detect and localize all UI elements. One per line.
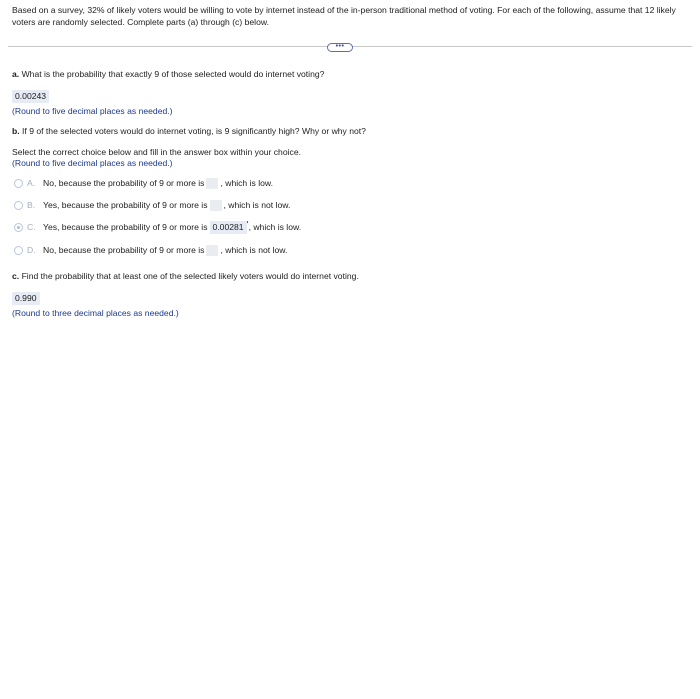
part-c-question (12, 271, 359, 281)
choice-b-blank[interactable] (210, 200, 222, 211)
choice-b[interactable] (14, 198, 290, 212)
problem-intro: Based on a survey, 32% of likely voters would be willing to vote by internet instead of the in-person traditional method of voting. For each of the following, assume that 12 likely voters are randomly selected. Complete parts (a) through (c) below. (12, 5, 676, 27)
part-a-text: What is the probability that exactly 9 of those selected would do internet voting? (21, 69, 325, 79)
choice-d-text: No, because the probability of 9 or more is (43, 245, 205, 255)
choice-c-letter: C. (27, 222, 36, 232)
part-a-question (12, 69, 324, 79)
choice-c-after: , which is low. (248, 222, 302, 232)
part-b-hint: (Round to five decimal places as needed.) (12, 158, 173, 168)
choice-d-letter: D. (27, 245, 36, 255)
part-c-letter: c. (12, 271, 20, 281)
choice-a[interactable] (14, 176, 273, 190)
choice-b-radio[interactable] (14, 201, 23, 210)
choice-c-radio[interactable] (14, 223, 23, 232)
choice-a-after: , which is low. (220, 178, 274, 188)
choice-d-blank[interactable] (206, 245, 218, 256)
part-a-answer[interactable]: 0.00243 (12, 90, 49, 103)
choice-d-radio[interactable] (14, 246, 23, 255)
part-a-letter: a. (12, 69, 20, 79)
choice-b-after: , which is not low. (223, 200, 291, 210)
incorrect-mark-icon: ' (246, 219, 249, 229)
part-c-text: Find the probability that at least one of the selected likely voters would do internet voting. (21, 271, 359, 281)
choice-d[interactable] (14, 243, 287, 257)
part-b-text: If 9 of the selected voters would do internet voting, is 9 significantly high? Why or why not? (22, 126, 366, 136)
choice-a-blank[interactable] (206, 178, 218, 189)
choice-c-text: Yes, because the probability of 9 or more is (43, 222, 208, 232)
choice-a-text: No, because the probability of 9 or more is (43, 178, 205, 188)
part-b-instruction: Select the correct choice below and fill in the answer box within your choice. (12, 147, 301, 157)
choice-a-radio[interactable] (14, 179, 23, 188)
choice-b-letter: B. (27, 200, 36, 210)
choice-d-after: , which is not low. (220, 245, 288, 255)
choice-b-text: Yes, because the probability of 9 or more is (43, 200, 208, 210)
choice-c-answer[interactable] (210, 221, 247, 234)
part-b-letter: b. (12, 126, 20, 136)
choice-c[interactable] (14, 220, 301, 234)
part-c-answer[interactable]: 0.990 (12, 292, 40, 305)
part-b-question (12, 126, 366, 136)
part-a-hint: (Round to five decimal places as needed.) (12, 106, 173, 116)
choice-a-letter: A. (27, 178, 36, 188)
choice-c-answer-value: 0.00281 (212, 221, 244, 232)
part-c-hint: (Round to three decimal places as needed.) (12, 308, 179, 318)
expand-more-button[interactable]: ••• (327, 43, 353, 52)
